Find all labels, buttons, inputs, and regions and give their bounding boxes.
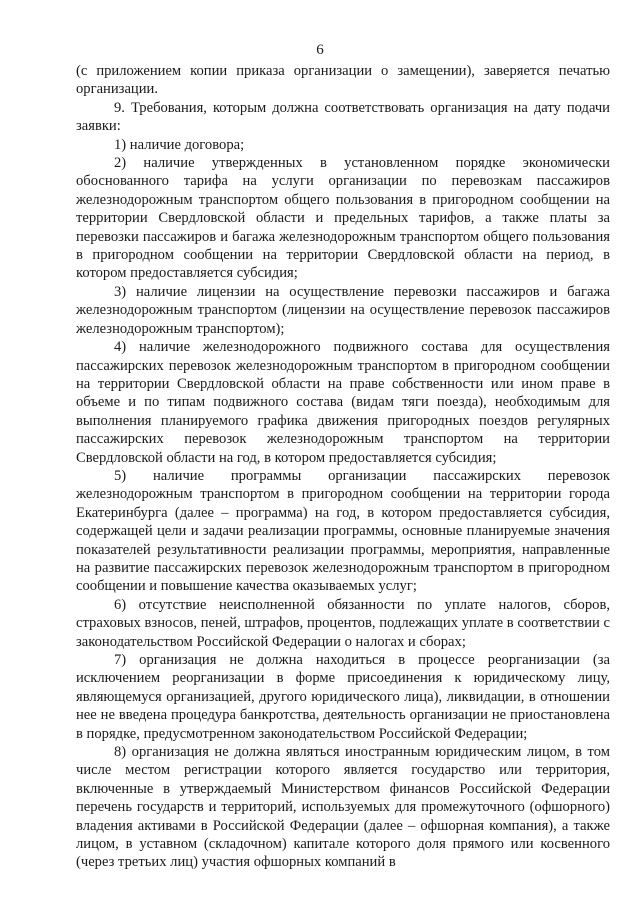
paragraph: 6) отсутствие неисполненной обязанности по уплате налогов, сборов, страховых взносов, пеней, штрафов, процентов, подлежащих уплате в соответствии с законодательством Российской Федерации о налогах и сборах; [76, 596, 610, 650]
paragraph: 7) организация не должна находиться в процессе реорганизации (за исключением реорганизации в форме присоединения к юридическому лицу, являющемуся организацией, другого юридического лица), ликвидации, в отношении нее не введена процедура банкротства, деятельность организации не приостановлена в порядке, предусмотренном законодательством Российской Федерации; [76, 652, 610, 742]
paragraph: 9. Требования, которым должна соответствовать организация на дату подачи заявки: [76, 99, 610, 135]
paragraph: 5) наличие программы организации пассажирских перевозок железнодорожным транспортом в пригородном сообщении на территории города Екатеринбурга (далее – программа) на год, в котором предоставляется субсидия, содержащей цели и задачи реализации программы, основные планируемые значения показателей результативности реализации программы, мероприятия, направленные на развитие пассажирских перевозок железнодорожным транспортом в пригородном сообщении и повышение качества оказываемых услуг; [76, 467, 610, 595]
paragraph: (с приложением копии приказа организации о замещении), заверяется печатью организации. [76, 63, 610, 98]
document-body [76, 62, 610, 872]
paragraph: 4) наличие железнодорожного подвижного состава для осуществления пассажирских перевозок железнодорожным транспортом в пригородном сообщении на территории Свердловской области на праве собственности или ином праве в объеме и по типам подвижного состава (видам тяги поезда), необходимым для выполнения планируемого графика движения пригородных поездов регулярных пассажирских перевозок железнодорожным транспортом на территории Свердловской области на год, в котором предоставляется субсидия; [76, 339, 610, 466]
page-number: 6 [316, 42, 324, 58]
paragraph: 8) организация не должна являться иностранным юридическим лицом, в том числе местом регистрации которого является государство или территория, включенные в утверждаемый Министерством финансов Российской Федерации перечень государств и территорий, используемых для промежуточного (офшорного) владения активами в Российской Федерации (далее – офшорная компания), а также лицом, в уставном (складочном) капитале которого доля прямого или косвенного (через третьих лиц) участия офшорных компаний в [76, 744, 610, 871]
paragraph: 2) наличие утвержденных в установленном порядке экономически обоснованного тарифа на услуги организации по перевозкам пассажиров железнодорожным транспортом общего пользования в пригородном сообщении на территории Свердловской области и предельных тарифов, а также платы за перевозки пассажиров и багажа железнодорожным транспортом общего пользования в пригородном сообщении на территории Свердловской области на период, в котором предоставляется субсидия; [76, 155, 610, 282]
paragraph: 3) наличие лицензии на осуществление перевозки пассажиров и багажа железнодорожным транспортом (лицензии на осуществление перевозок пассажиров железнодорожным транспортом); [76, 283, 610, 337]
paragraph: 1) наличие договора; [114, 136, 245, 153]
